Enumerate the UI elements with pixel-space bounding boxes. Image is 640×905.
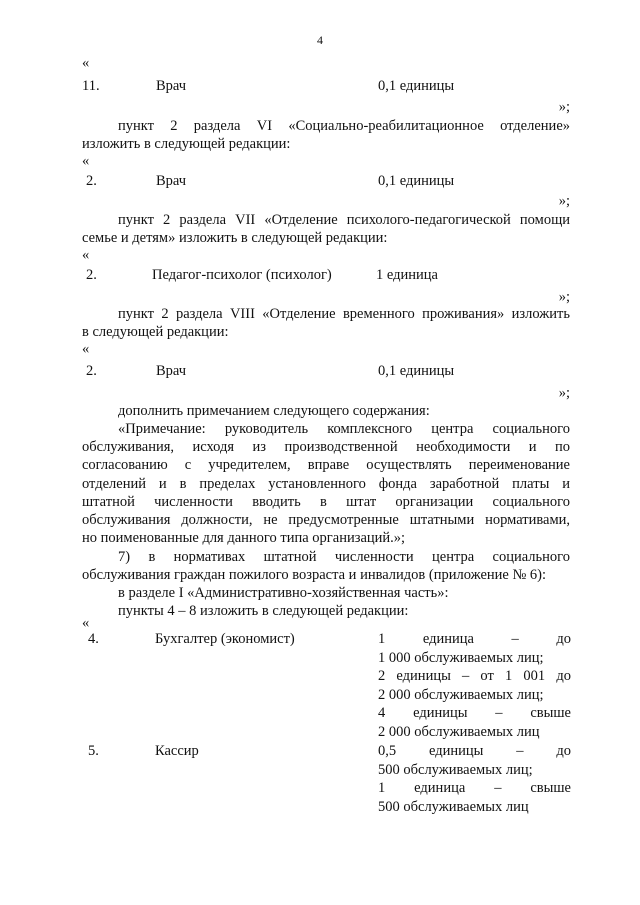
text-line: пункт 2 раздела VI «Социально-реабилитационное отделение» — [118, 118, 570, 134]
text-line: семье и детям» изложить в следующей редакции: — [82, 230, 388, 247]
value-line: 1 единица – свыше — [378, 780, 571, 796]
item-number: 2. — [86, 267, 97, 283]
closing-quote: »; — [558, 289, 570, 305]
text-line: штатной численности вводить в штат организации социального — [82, 493, 570, 510]
position-title: Педагог-психолог (психолог) — [152, 267, 332, 283]
text-line: в следующей редакции: — [82, 324, 229, 341]
position-value: 1 единица — [376, 267, 438, 283]
text-line: пункт 2 раздела VII «Отделение психолого-педагогической помощи — [118, 212, 570, 228]
value-line: 2 000 обслуживаемых лиц; — [378, 686, 544, 703]
text-line: 7) в нормативах штатной численности центра социального — [118, 549, 570, 565]
opening-quote: « — [82, 247, 90, 263]
paragraph-section-i — [82, 584, 570, 602]
closing-quote: »; — [558, 193, 570, 209]
item-number: 2. — [86, 173, 97, 189]
text-line: но поименованные для данного типа организаций.»; — [82, 530, 406, 547]
value-line: 0,5 единицы – до — [378, 743, 571, 759]
opening-quote: « — [82, 615, 90, 631]
text-line: обслуживания граждан пожилого возраста и инвалидов (приложение № 6): — [82, 567, 547, 584]
closing-quote: »; — [558, 99, 570, 115]
item-number: 2. — [86, 363, 97, 379]
opening-quote: « — [82, 341, 90, 357]
opening-quote: « — [82, 153, 90, 169]
text-line: пункты 4 – 8 изложить в следующей редакции: — [118, 603, 409, 619]
text-line: пункт 2 раздела VIII «Отделение временного проживания» изложить — [118, 306, 570, 322]
text-line: дополнить примечанием следующего содержания: — [118, 403, 430, 419]
text-line: обслуживания, исходя из производственной необходимости и по — [82, 439, 570, 456]
position-value: 0,1 единицы — [378, 363, 455, 379]
position-title: Врач — [156, 173, 187, 189]
position-value: 0,1 единицы — [378, 78, 455, 94]
text-line: обслуживания должности, не предусмотренные штатными нормативами, — [82, 511, 570, 528]
paragraph-section-vii — [82, 211, 570, 247]
position-title: Кассир — [155, 743, 199, 759]
text-line: изложить в следующей редакции: — [82, 136, 291, 153]
position-title: Врач — [156, 363, 187, 379]
value-line: 500 обслуживаемых лиц — [378, 798, 529, 815]
paragraph-items-4-8 — [82, 602, 570, 620]
value-line: 2 единицы – от 1 001 до — [378, 668, 571, 684]
paragraph-add-note — [82, 402, 570, 420]
value-line: 1 единица – до — [378, 631, 571, 647]
item-number: 11. — [82, 78, 100, 94]
paragraph-section-viii — [82, 305, 570, 341]
text-line: отделений и в пределах установленного фонда заработной платы и — [82, 475, 570, 492]
value-line: 4 единицы – свыше — [378, 705, 571, 721]
position-value-cell — [378, 742, 571, 816]
value-line: 2 000 обслуживаемых лиц — [378, 723, 540, 740]
opening-quote: « — [82, 55, 90, 71]
text-line: в разделе I «Административно-хозяйственная часть»: — [118, 585, 449, 601]
position-value-cell — [378, 630, 571, 741]
text-line: согласованию с учредителем, вправе осуществлять переименование — [82, 457, 570, 474]
item-number: 5. — [88, 743, 99, 759]
closing-quote: »; — [558, 385, 570, 401]
position-value: 0,1 единицы — [378, 173, 455, 189]
text-line: «Примечание: руководитель комплексного центра социального — [118, 421, 570, 437]
value-line: 1 000 обслуживаемых лиц; — [378, 649, 544, 666]
note-paragraph — [82, 420, 570, 547]
item-number: 4. — [88, 631, 99, 647]
value-line: 500 обслуживаемых лиц; — [378, 761, 533, 778]
paragraph-item-7 — [82, 548, 570, 584]
position-title: Врач — [156, 78, 187, 94]
page-number: 4 — [317, 33, 323, 47]
position-title: Бухгалтер (экономист) — [155, 631, 295, 647]
paragraph-section-vi — [82, 117, 570, 153]
